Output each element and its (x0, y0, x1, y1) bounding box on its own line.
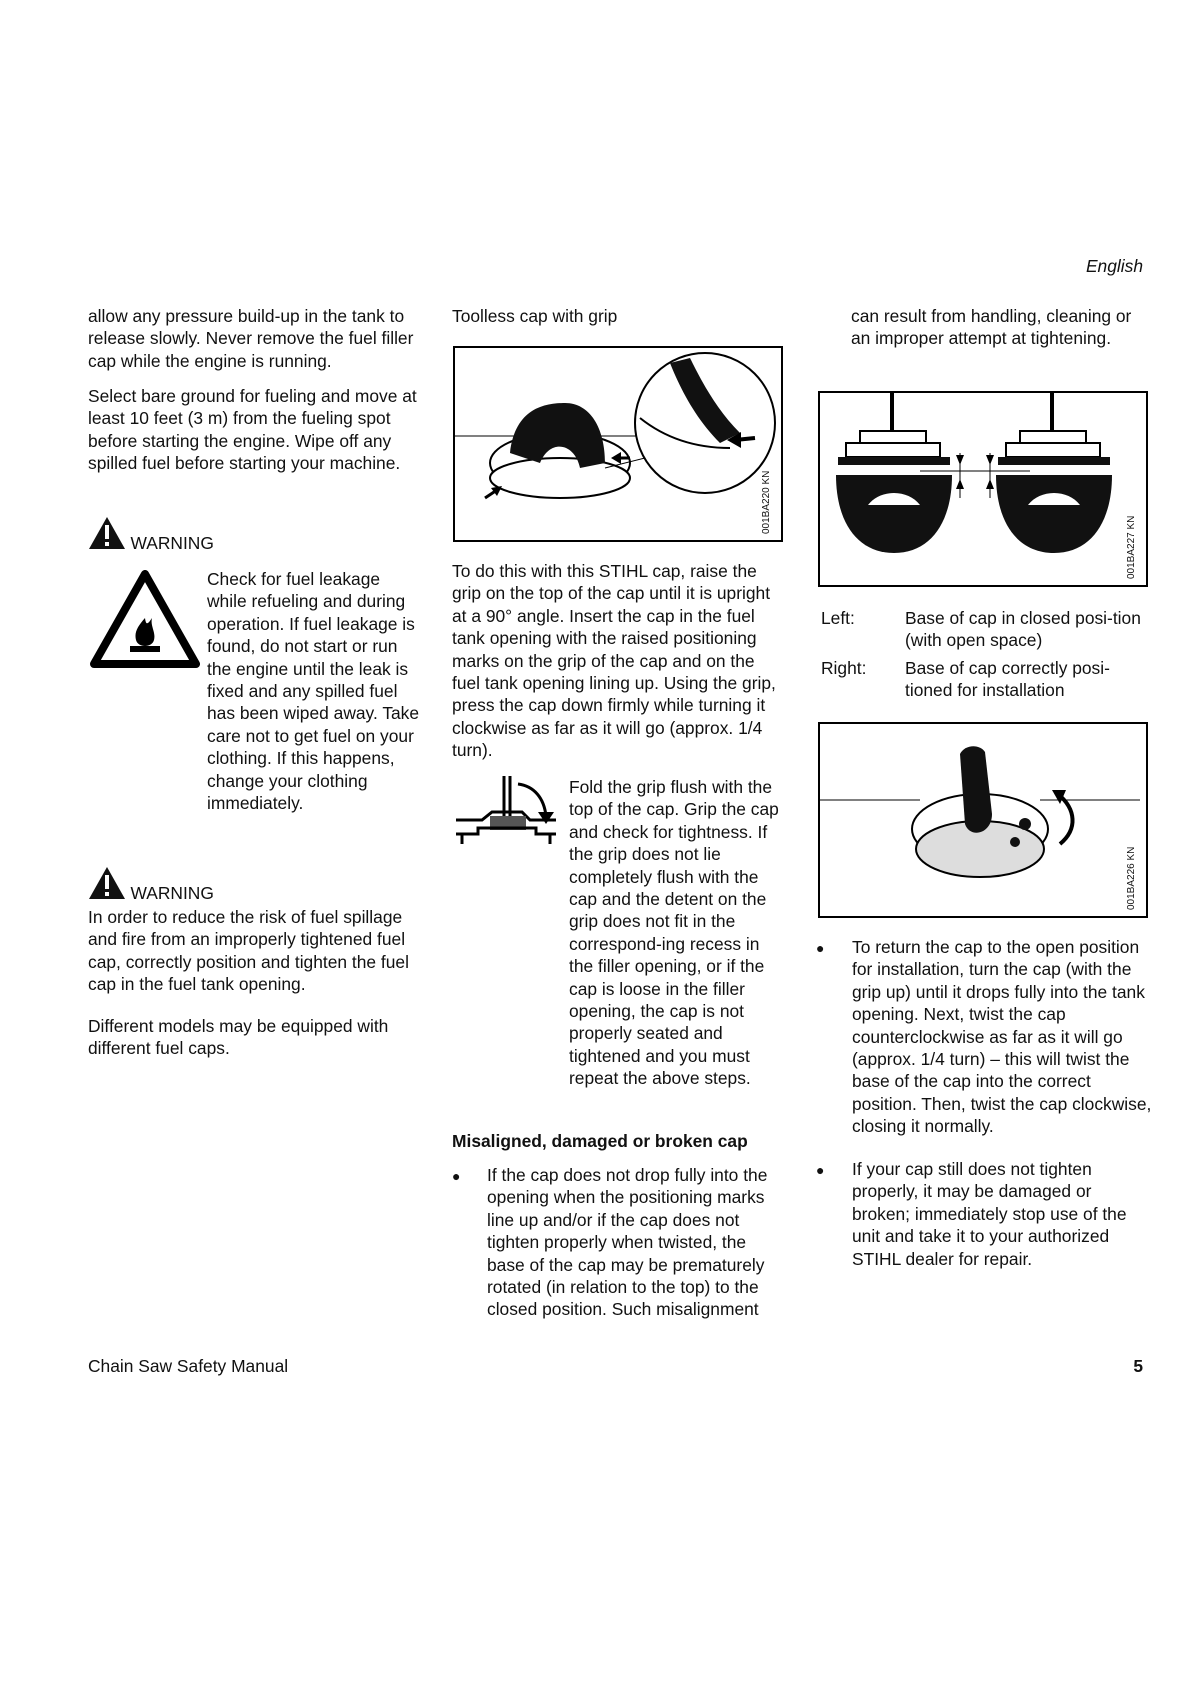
warning-triangle-icon (88, 516, 126, 550)
left-label: Left: (821, 608, 855, 628)
figure-toolless-cap (453, 346, 783, 542)
figure-cap-base-positions (818, 391, 1148, 587)
warning-label-2: WARNING (130, 882, 214, 903)
cap-base-illustration (820, 393, 1146, 585)
warning-triangle-icon (88, 866, 126, 900)
heading-misaligned-cap: Misaligned, damaged or broken cap (452, 1131, 748, 1151)
fuel-caps-paragraph: Different models may be equipped with different fuel caps. (88, 1016, 389, 1059)
fueling-paragraph: Select bare ground for fueling and move at least 10 feet (3 m) from the fueling spot before starting the engine. Wipe off any spilled fuel before starting your machine. (88, 386, 417, 474)
fold-grip-paragraph: Fold the grip flush with the top of the cap. Grip the cap and check for tightness. If the grip does not lie completely flush with the cap and the detent on the grip does not fit in the correspond-ing recess in the filler opening, or if the cap is loose in the filler opening, the cap is not properly seated and tightened and you must repeat the above steps. (569, 777, 779, 1089)
misalignment-cause-paragraph: can result from handling, cleaning or an improper attempt at tightening. (851, 306, 1132, 349)
bullet-dot: ● (452, 1168, 461, 1184)
warning-text-2: In order to reduce the risk of fuel spillage and fire from an improperly tightened fuel cap, correctly position and tighten the fuel cap in the fuel tank opening. (88, 907, 409, 995)
return-cap-bullet-text: To return the cap to the open position for installation, turn the cap (with the grip up) until it drops fully into the tank opening. Next, twist the cap counterclockwise as far as it will go (approx. 1/4 turn) – this will twist the base of the cap into the correct position. Then, twist the cap clockwise, closing it normally. (852, 937, 1152, 1137)
warning-text-1: Check for fuel leakage while refueling and during operation. If fuel leakage is found, do not start or run the engine until the leak is fixed and any spilled fuel has been wiped away. Take care not to get fuel on your clothing. If this happens, change your clothing immediately. (207, 569, 420, 814)
figure-cap-rotation (818, 722, 1148, 918)
left-description: Base of cap in closed posi-tion (with open space) (905, 608, 1141, 651)
warning-label-1: WARNING (130, 532, 214, 553)
right-description: Base of cap correctly posi-tioned for installation (905, 658, 1110, 701)
misaligned-bullet-text: If the cap does not drop fully into the opening when the positioning marks line up and/or if the cap does not tighten properly when twisted, the base of the cap may be prematurely rotated (in relation to the top) to the closed position. Such misalignment (487, 1165, 768, 1320)
cap-rotation-illustration (820, 724, 1146, 916)
page-number: 5 (1133, 1356, 1143, 1376)
cap-illustration (455, 348, 781, 540)
damaged-cap-bullet-text: If your cap still does not tighten properly, it may be damaged or broken; immediately stop use of the unit and take it to your authorized STIHL dealer for repair. (852, 1159, 1127, 1269)
bullet-dot: ● (816, 940, 825, 956)
warning-heading-1 (88, 516, 214, 553)
figure-code-1: 001BA220 KN (761, 470, 772, 534)
heading-toolless-cap: Toolless cap with grip (452, 306, 618, 326)
figure-code-2: 001BA227 KN (1126, 515, 1137, 579)
right-label: Right: (821, 658, 867, 678)
insert-cap-paragraph: To do this with this STIHL cap, raise the grip on the top of the cap until it is upright at a 90° angle. Insert the cap in the fuel tank opening with the raised positioning marks on the grip of the cap and on the fuel tank opening lining up. Using the grip, press the cap down firmly while turning it clockwise as far as it will go (approx. 1/4 turn). (452, 561, 776, 761)
flammable-warning-icon (90, 570, 200, 668)
fold-grip-icon (452, 776, 562, 850)
footer-title: Chain Saw Safety Manual (88, 1356, 289, 1376)
language-label: English (1085, 256, 1143, 276)
figure-code-3: 001BA226 KN (1126, 846, 1137, 910)
warning-heading-2 (88, 866, 214, 903)
bullet-dot: ● (816, 1162, 825, 1178)
intro-paragraph: allow any pressure build-up in the tank to release slowly. Never remove the fuel filler cap while the engine is running. (88, 306, 414, 371)
